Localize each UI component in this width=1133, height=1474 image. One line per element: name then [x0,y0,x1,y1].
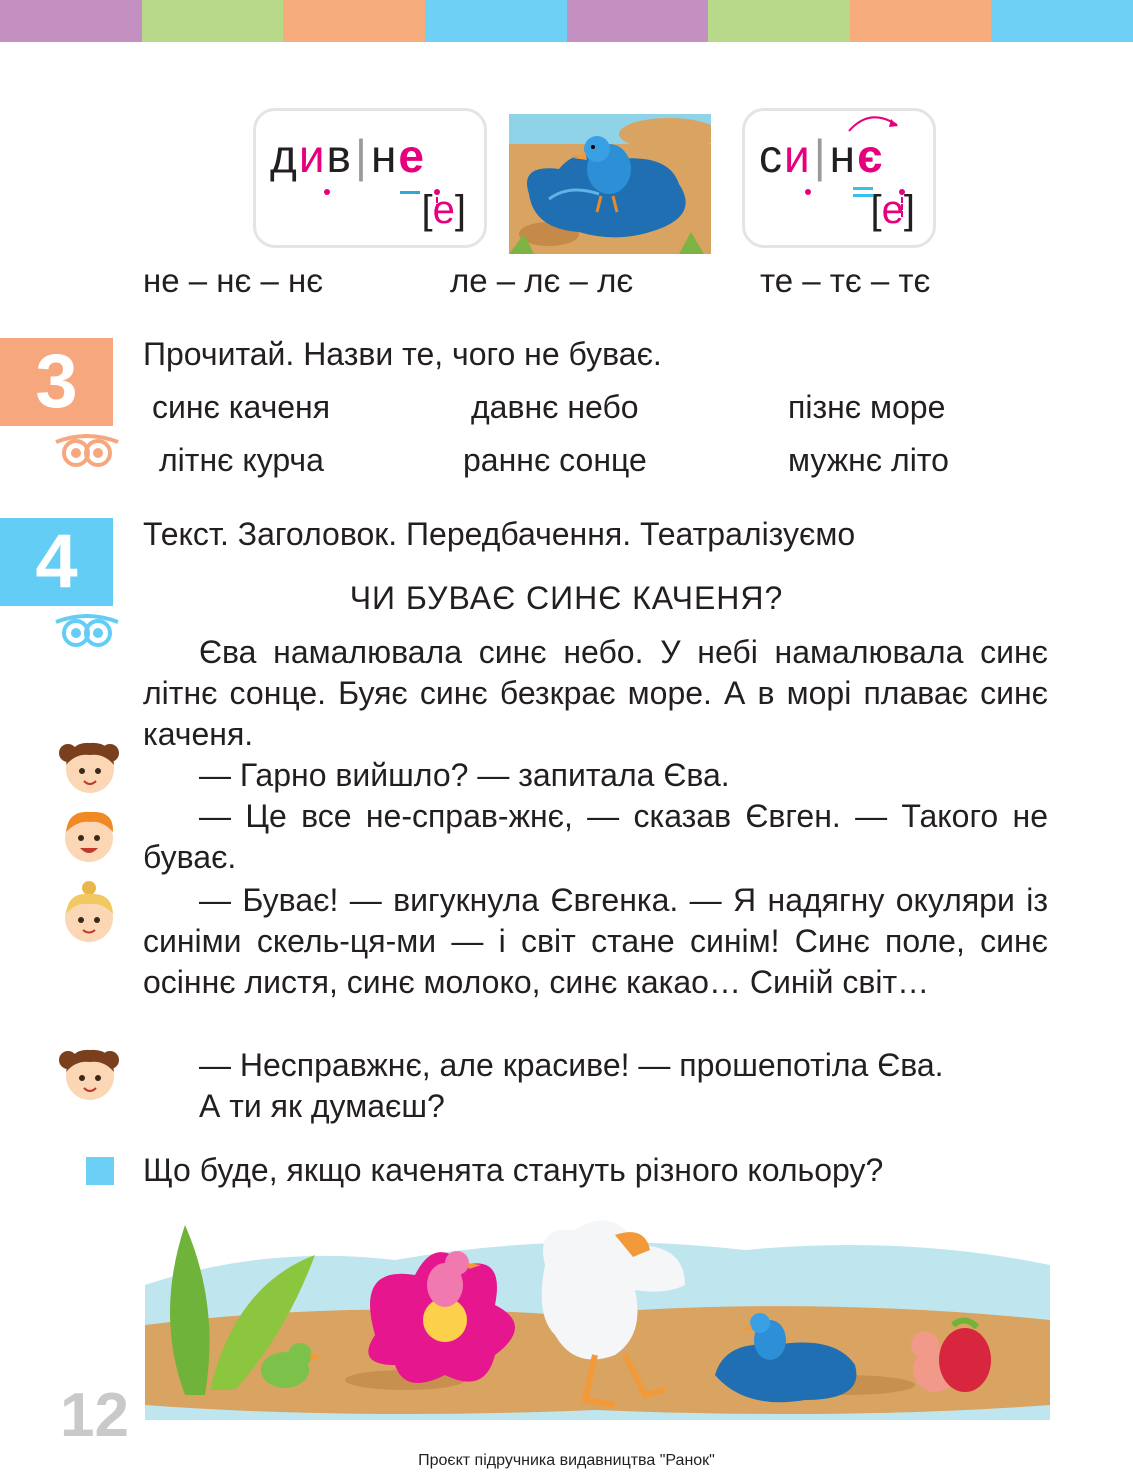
question-marker [86,1157,114,1185]
letter: д [270,130,299,182]
story-paragraph: — Несправжнє, але красиве! — прошепотіла Єва. [199,1047,944,1083]
blue-duckling-illustration [509,114,711,254]
task4-instruction: Текст. Заголовок. Передбачення. Театралізуємо [143,516,856,552]
letter: н [370,130,399,182]
task-number-4: 4 [0,518,113,606]
stripe [283,0,425,42]
question-text: Що буде, якщо каченята стануть різного кольору? [143,1152,884,1188]
syllable-row: ле – лє – лє [450,262,634,299]
phrase: мужнє літо [788,442,949,478]
story-title: ЧИ БУВАЄ СИНЄ КАЧЕНЯ? [349,580,784,616]
sound-transcription: [е] [421,188,466,232]
syllable-row: те – тє – тє [760,262,931,299]
letter: н [829,130,858,182]
syllable-divider: | [354,130,369,182]
word-schema-synie [742,108,936,248]
stripe [850,0,992,42]
story-paragraph: — Це все не-справ-жнє, — сказав Євген. — Такого не буває. [143,798,1048,875]
girl-eva-avatar [56,733,122,799]
letter: е [398,130,426,182]
girl-eva-avatar [56,1040,122,1106]
owl-eyes-icon [54,614,120,648]
story-paragraph: Єва намалювала синє небо. У небі намалювала синє літнє сонце. Буяє синє безкрає море. А в морі плаває синє каченя. [143,634,1048,752]
soft-mark-dot [324,189,330,195]
soft-mark-dot [805,189,811,195]
word-schema-dyvne [253,108,487,248]
owl-eyes-icon [54,434,120,468]
story-paragraph: — Гарно вийшло? — запитала Єва. [199,757,730,793]
stripe [567,0,709,42]
story-paragraph: — Буває! — вигукнула Євгенка. — Я надягну окуляри із синіми скель-ця-ми — і світ стане синім! Синє поле, синє осіннє листя, синє молоко, синє какао… Синій світ… [143,882,1048,1000]
syllable-divider: | [813,130,828,182]
boy-yevhen-avatar [56,802,122,868]
letter: и [298,130,327,182]
letter: в [326,130,353,182]
task-number-3: 3 [0,338,113,426]
girl-yevhenka-avatar [56,880,122,946]
color-stripes [0,0,1133,42]
page-number: 12 [60,1381,129,1450]
task3-instruction: Прочитай. Назви те, чого не буває. [143,336,662,372]
schema-word [270,129,426,183]
stripe [0,0,142,42]
consonant-mark [400,191,420,194]
phrase: літнє курча [159,442,324,478]
phrase: синє каченя [152,389,331,425]
phrase: давнє небо [471,389,639,425]
letter: с [759,130,784,182]
softness-arc-icon [845,111,905,133]
phrase: раннє сонце [463,442,647,478]
stripe [991,0,1133,42]
letter: и [784,130,812,182]
footer-note: Проєкт підручника видавництва "Ранок" [418,1452,715,1469]
phrase: пізнє море [788,389,946,425]
stripe [425,0,567,42]
syllable-row: не – нє – нє [143,262,324,299]
story-paragraph: А ти як думаєш? [199,1088,445,1124]
sound-transcription: [е] [870,188,915,232]
stripe [142,0,284,42]
ducklings-scene-illustration [145,1205,1050,1420]
stripe [708,0,850,42]
letter: є [857,130,885,182]
schema-word [759,129,884,183]
